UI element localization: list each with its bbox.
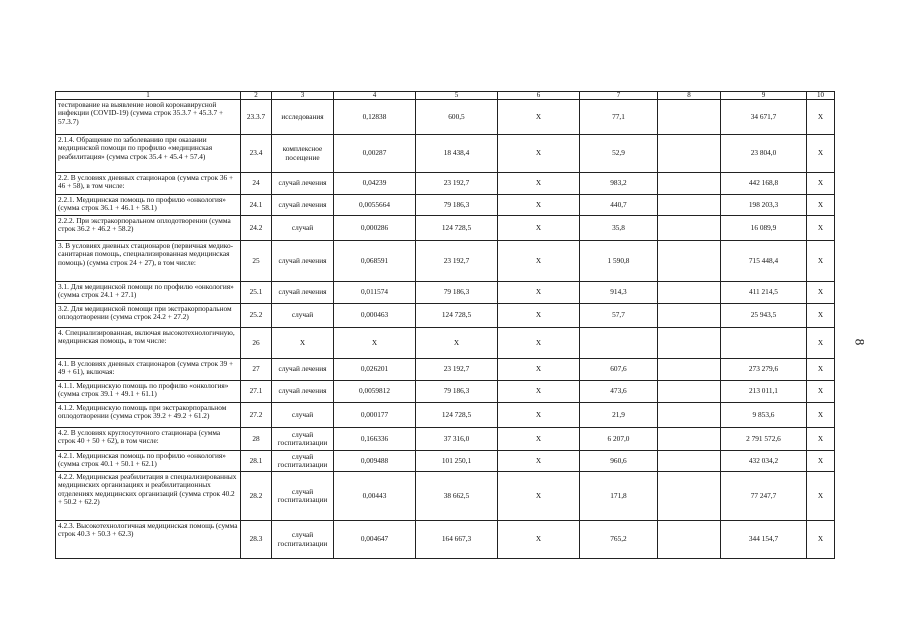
table-row	[56, 328, 835, 359]
header-cell: 1	[56, 92, 241, 100]
table-cell-col5: 79 186,3	[416, 381, 498, 403]
table-cell-col8	[658, 135, 721, 173]
header-cell: 10	[807, 92, 835, 100]
table-cell-col9: 9 853,6	[721, 403, 807, 428]
table-cell-col5: 600,5	[416, 100, 498, 135]
table-cell-col10: X	[807, 195, 835, 216]
table-cell-col6: X	[498, 135, 580, 173]
table-cell-col3: случай	[272, 304, 334, 328]
table-cell-col4: 0,026201	[334, 359, 416, 381]
document-table-container	[55, 91, 835, 559]
table-cell-col10: X	[807, 451, 835, 472]
header-cell: 2	[241, 92, 272, 100]
table-cell-col6: X	[498, 359, 580, 381]
table-cell-col2: 25.1	[241, 282, 272, 304]
table-cell-col7: 6 207,0	[580, 428, 658, 451]
table-cell-col4: 0,000286	[334, 216, 416, 241]
table-cell-col2: 23.4	[241, 135, 272, 173]
header-cell: 7	[580, 92, 658, 100]
page-number: 8	[852, 338, 868, 346]
header-cell: 4	[334, 92, 416, 100]
table-cell-col10: X	[807, 241, 835, 282]
table-cell-col9: 77 247,7	[721, 472, 807, 521]
table-cell-col4: 0,000177	[334, 403, 416, 428]
table-cell-col7: 473,6	[580, 381, 658, 403]
table-cell-col9: 273 279,6	[721, 359, 807, 381]
table-row	[56, 100, 835, 135]
table-cell-col2: 25.2	[241, 304, 272, 328]
table-cell-col4: 0,0055664	[334, 195, 416, 216]
table-cell-col3: случай	[272, 403, 334, 428]
table-cell-col10: X	[807, 521, 835, 559]
table-cell-col2: 28.1	[241, 451, 272, 472]
table-cell-col5: 23 192,7	[416, 359, 498, 381]
table-cell-col1: 3. В условиях дневных стационаров (первичная медико-санитарная помощь, специализированная медицинская помощь) (сумма строк 24 + 27), в том числе:	[56, 241, 241, 282]
table-cell-col2: 24.1	[241, 195, 272, 216]
table-row	[56, 381, 835, 403]
table-cell-col4: 0,011574	[334, 282, 416, 304]
table-cell-col6: X	[498, 381, 580, 403]
table-cell-col6: X	[498, 216, 580, 241]
table-cell-col3: случай лечения	[272, 173, 334, 195]
table-cell-col5: X	[416, 328, 498, 359]
table-cell-col2: 26	[241, 328, 272, 359]
table-cell-col10: X	[807, 381, 835, 403]
table-row	[56, 359, 835, 381]
header-cell: 6	[498, 92, 580, 100]
table-cell-col8	[658, 521, 721, 559]
table-cell-col6: X	[498, 304, 580, 328]
table-cell-col9: 198 203,3	[721, 195, 807, 216]
table-cell-col10: X	[807, 100, 835, 135]
table-cell-col3: случай лечения	[272, 241, 334, 282]
table-cell-col10: X	[807, 173, 835, 195]
table-cell-col7: 765,2	[580, 521, 658, 559]
table-body	[56, 92, 835, 559]
table-cell-col1: 2.2.2. При экстракорпоральном оплодотворении (сумма строк 36.2 + 46.2 + 58.2)	[56, 216, 241, 241]
table-cell-col8	[658, 428, 721, 451]
table-cell-col6: X	[498, 521, 580, 559]
table-cell-col2: 28	[241, 428, 272, 451]
table-cell-col8	[658, 195, 721, 216]
table-cell-col7: 77,1	[580, 100, 658, 135]
header-cell: 5	[416, 92, 498, 100]
table-cell-col7: 171,8	[580, 472, 658, 521]
table-cell-col7: 52,9	[580, 135, 658, 173]
table-cell-col3: комплексное посещение	[272, 135, 334, 173]
table-cell-col3: случай лечения	[272, 195, 334, 216]
table-cell-col3: случай лечения	[272, 381, 334, 403]
table-cell-col8	[658, 328, 721, 359]
table-row	[56, 216, 835, 241]
table-cell-col9: 715 448,4	[721, 241, 807, 282]
table-cell-col9: 16 089,9	[721, 216, 807, 241]
table-cell-col4: 0,12838	[334, 100, 416, 135]
table-cell-col7: 914,3	[580, 282, 658, 304]
table-cell-col1: 3.1. Для медицинской помощи по профилю «онкология» (сумма строк 24.1 + 27.1)	[56, 282, 241, 304]
table-cell-col6: X	[498, 100, 580, 135]
table-cell-col8	[658, 403, 721, 428]
table-cell-col9: 213 011,1	[721, 381, 807, 403]
table-cell-col8	[658, 173, 721, 195]
table-cell-col1: 4.2.2. Медицинская реабилитация в специализированных медицинских организациях и реабилитационных отделениях медицинских организаций (сумма строк 40.2 + 50.2 + 62.2)	[56, 472, 241, 521]
table-cell-col10: X	[807, 304, 835, 328]
table-cell-col9: 23 804,0	[721, 135, 807, 173]
table-cell-col5: 38 662,5	[416, 472, 498, 521]
table-cell-col3: случай лечения	[272, 282, 334, 304]
table-cell-col6: X	[498, 328, 580, 359]
table-cell-col8	[658, 381, 721, 403]
table-cell-col7: 21,9	[580, 403, 658, 428]
table-cell-col1: 2.1.4. Обращение по заболеванию при оказании медицинской помощи по профилю «медицинская реабилитация» (сумма строк 35.4 + 45.4 + 57.4)	[56, 135, 241, 173]
table-cell-col7: 35,8	[580, 216, 658, 241]
table-cell-col1: 4.2.1. Медицинская помощь по профилю «онкология» (сумма строк 40.1 + 50.1 + 62.1)	[56, 451, 241, 472]
table-cell-col1: тестирование на выявление новой коронавирусной инфекции (COVID-19) (сумма строк 35.3.7 + 45.3.7 + 57.3.7)	[56, 100, 241, 135]
table-cell-col8	[658, 451, 721, 472]
table-cell-col3: случай	[272, 216, 334, 241]
header-cell: 3	[272, 92, 334, 100]
table-cell-col9	[721, 328, 807, 359]
table-row	[56, 428, 835, 451]
table-cell-col2: 24.2	[241, 216, 272, 241]
table-cell-col6: X	[498, 241, 580, 282]
table-cell-col1: 4. Специализированная, включая высокотехнологичную, медицинская помощь, в том числе:	[56, 328, 241, 359]
table-cell-col5: 164 667,3	[416, 521, 498, 559]
table-cell-col2: 28.2	[241, 472, 272, 521]
table-cell-col5: 124 728,5	[416, 216, 498, 241]
table-cell-col5: 101 250,1	[416, 451, 498, 472]
table-cell-col6: X	[498, 403, 580, 428]
table-cell-col1: 4.2.3. Высокотехнологичная медицинская помощь (сумма строк 40.3 + 50.3 + 62.3)	[56, 521, 241, 559]
table-row	[56, 282, 835, 304]
table-cell-col4: 0,0059812	[334, 381, 416, 403]
table-row	[56, 521, 835, 559]
table-cell-col7	[580, 328, 658, 359]
table-row	[56, 241, 835, 282]
table-cell-col8	[658, 359, 721, 381]
table-cell-col2: 25	[241, 241, 272, 282]
table-cell-col3: случай лечения	[272, 359, 334, 381]
table-cell-col4: 0,000463	[334, 304, 416, 328]
table-cell-col10: X	[807, 328, 835, 359]
table-cell-col10: X	[807, 135, 835, 173]
table-cell-col7: 440,7	[580, 195, 658, 216]
table-cell-col8	[658, 100, 721, 135]
header-cell: 8	[658, 92, 721, 100]
table-cell-col8	[658, 472, 721, 521]
table-cell-col1: 4.2. В условиях круглосуточного стационара (сумма строк 40 + 50 + 62), в том числе:	[56, 428, 241, 451]
table-cell-col4: 0,004647	[334, 521, 416, 559]
table-cell-col7: 1 590,8	[580, 241, 658, 282]
table-cell-col5: 79 186,3	[416, 195, 498, 216]
table-cell-col1: 2.2.1. Медицинская помощь по профилю «онкология» (сумма строк 36.1 + 46.1 + 58.1)	[56, 195, 241, 216]
table-cell-col9: 2 791 572,6	[721, 428, 807, 451]
table-cell-col8	[658, 282, 721, 304]
table-cell-col10: X	[807, 216, 835, 241]
table-cell-col2: 23.3.7	[241, 100, 272, 135]
table-cell-col6: X	[498, 451, 580, 472]
table-cell-col1: 4.1.1. Медицинскую помощь по профилю «онкология» (сумма строк 39.1 + 49.1 + 61.1)	[56, 381, 241, 403]
table-cell-col4: 0,166336	[334, 428, 416, 451]
table-cell-col5: 124 728,5	[416, 304, 498, 328]
table-cell-col4: 0,00287	[334, 135, 416, 173]
table-cell-col9: 442 168,8	[721, 173, 807, 195]
table-cell-col7: 607,6	[580, 359, 658, 381]
table-cell-col9: 344 154,7	[721, 521, 807, 559]
table-row	[56, 173, 835, 195]
table-cell-col4: 0,04239	[334, 173, 416, 195]
table-cell-col3: X	[272, 328, 334, 359]
table-cell-col4: X	[334, 328, 416, 359]
table-cell-col10: X	[807, 472, 835, 521]
table-cell-col2: 27.1	[241, 381, 272, 403]
table-cell-col4: 0,00443	[334, 472, 416, 521]
table-row	[56, 135, 835, 173]
table-cell-col5: 18 438,4	[416, 135, 498, 173]
table-cell-col5: 124 728,5	[416, 403, 498, 428]
table-row	[56, 403, 835, 428]
table-row	[56, 304, 835, 328]
table-cell-col2: 28.3	[241, 521, 272, 559]
table-cell-col7: 983,2	[580, 173, 658, 195]
table-cell-col1: 4.1. В условиях дневных стационаров (сумма строк 39 + 49 + 61), включая:	[56, 359, 241, 381]
tariff-table	[55, 91, 835, 559]
table-cell-col8	[658, 216, 721, 241]
table-cell-col3: случай госпитализации	[272, 472, 334, 521]
table-cell-col3: случай госпитализации	[272, 451, 334, 472]
table-row	[56, 472, 835, 521]
table-cell-col1: 2.2. В условиях дневных стационаров (сумма строк 36 + 46 + 58), в том числе:	[56, 173, 241, 195]
table-cell-col9: 25 943,5	[721, 304, 807, 328]
table-cell-col8	[658, 304, 721, 328]
table-cell-col5: 23 192,7	[416, 173, 498, 195]
table-cell-col10: X	[807, 359, 835, 381]
table-cell-col10: X	[807, 282, 835, 304]
table-cell-col10: X	[807, 428, 835, 451]
table-cell-col6: X	[498, 173, 580, 195]
table-cell-col9: 432 034,2	[721, 451, 807, 472]
table-cell-col4: 0,009488	[334, 451, 416, 472]
table-cell-col10: X	[807, 403, 835, 428]
table-cell-col7: 57,7	[580, 304, 658, 328]
table-cell-col6: X	[498, 195, 580, 216]
table-row	[56, 451, 835, 472]
table-cell-col9: 34 671,7	[721, 100, 807, 135]
table-cell-col3: исследования	[272, 100, 334, 135]
table-cell-col2: 27.2	[241, 403, 272, 428]
table-cell-col7: 960,6	[580, 451, 658, 472]
table-cell-col4: 0,068591	[334, 241, 416, 282]
table-cell-col3: случай госпитализации	[272, 521, 334, 559]
table-cell-col6: X	[498, 472, 580, 521]
table-cell-col6: X	[498, 428, 580, 451]
table-cell-col8	[658, 241, 721, 282]
table-cell-col1: 4.1.2. Медицинскую помощь при экстракорпоральном оплодотворении (сумма строк 39.2 + 49.2 + 61.2)	[56, 403, 241, 428]
header-row	[56, 92, 835, 100]
table-cell-col6: X	[498, 282, 580, 304]
table-cell-col2: 27	[241, 359, 272, 381]
table-cell-col3: случай госпитализации	[272, 428, 334, 451]
table-cell-col9: 411 214,5	[721, 282, 807, 304]
table-cell-col1: 3.2. Для медицинской помощи при экстракорпоральном оплодотворении (сумма строк 24.2 + 27.2)	[56, 304, 241, 328]
table-row	[56, 195, 835, 216]
table-cell-col5: 23 192,7	[416, 241, 498, 282]
table-cell-col5: 37 316,0	[416, 428, 498, 451]
table-cell-col2: 24	[241, 173, 272, 195]
header-cell: 9	[721, 92, 807, 100]
table-cell-col5: 79 186,3	[416, 282, 498, 304]
